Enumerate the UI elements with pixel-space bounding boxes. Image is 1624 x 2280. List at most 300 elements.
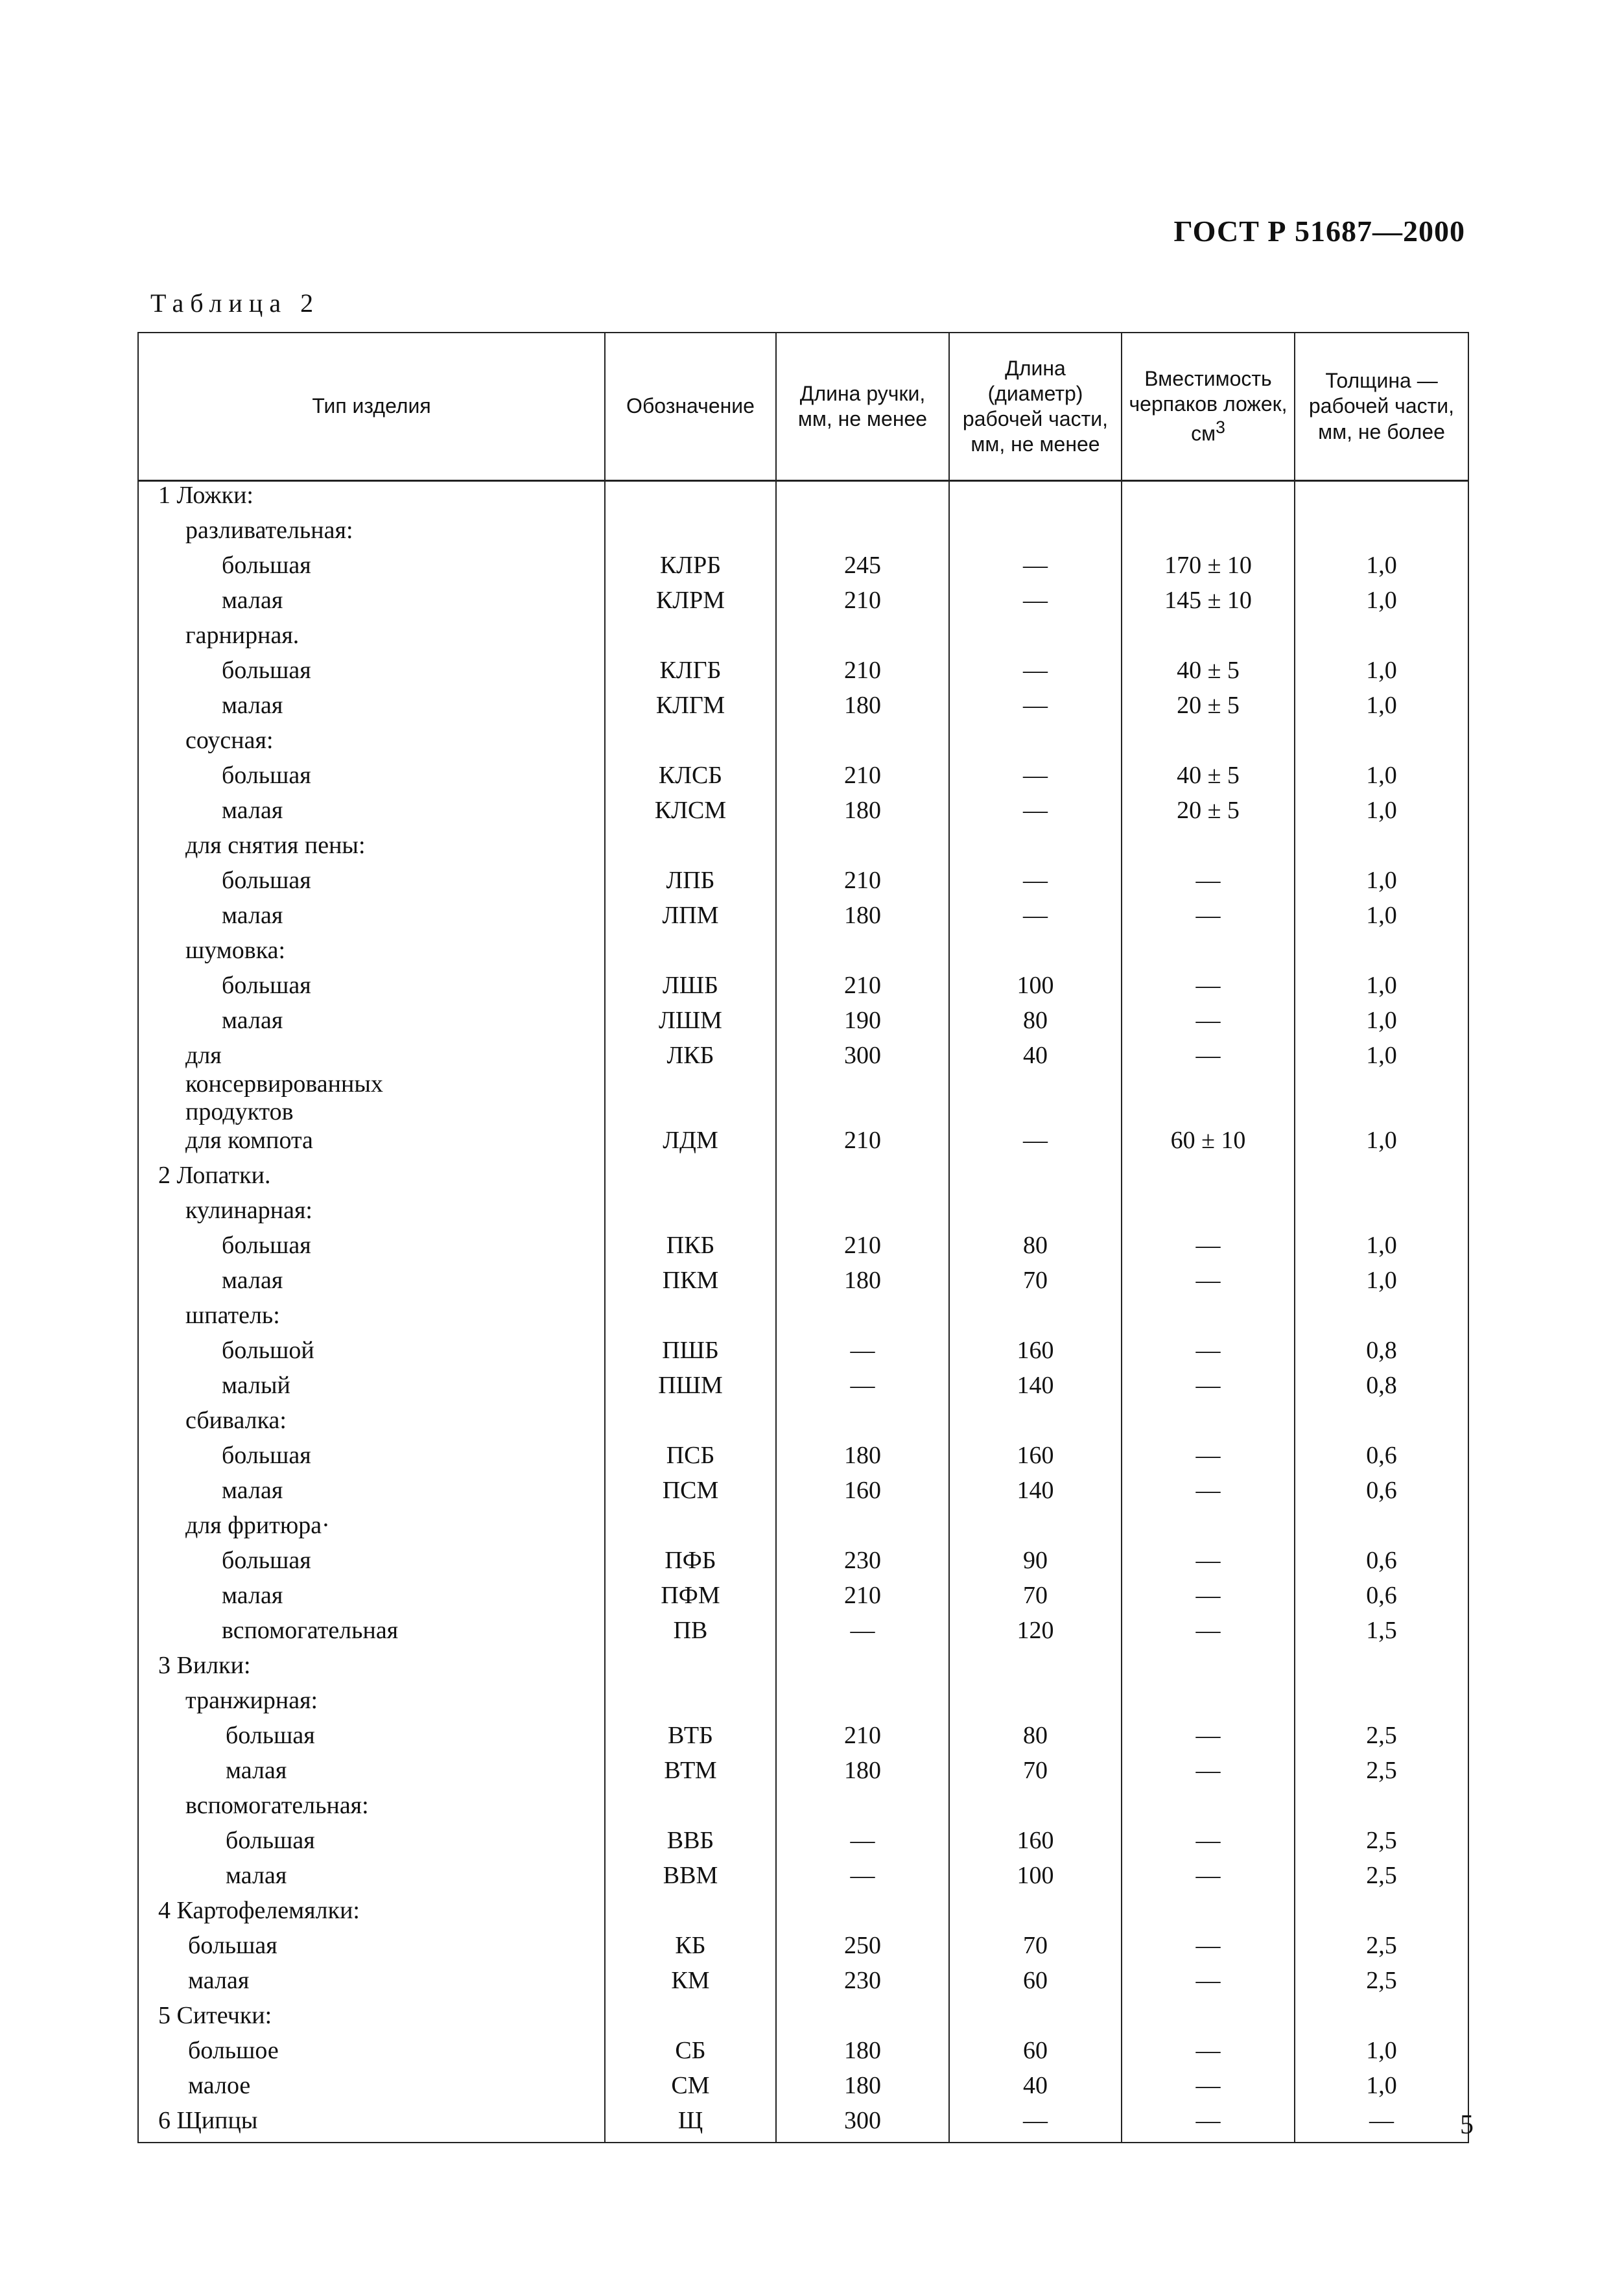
cell-type: шпатель: [138, 1302, 605, 1337]
cell-thickness [1295, 1512, 1468, 1547]
cell-type: 4 Картофелемялки: [138, 1897, 605, 1932]
table-row [138, 1582, 1468, 1617]
cell-handle-length: 210 [776, 1722, 949, 1757]
table-row [138, 1967, 1468, 2002]
cell-capacity [1122, 1407, 1295, 1442]
cell-capacity [1122, 1652, 1295, 1687]
cell-capacity: — [1122, 1547, 1295, 1582]
table-row [138, 1547, 1468, 1582]
cell-type: шумовка: [138, 937, 605, 972]
cell-type: малая [138, 587, 605, 622]
cell-handle-length: 180 [776, 692, 949, 727]
cell-thickness: 2,5 [1295, 1722, 1468, 1757]
cell-thickness: 1,0 [1295, 657, 1468, 692]
cell-work-length: 80 [949, 1722, 1122, 1757]
table-row [138, 902, 1468, 937]
table-row [138, 1652, 1468, 1687]
cell-thickness: 0,6 [1295, 1477, 1468, 1512]
cell-designation [605, 832, 776, 867]
cell-thickness: 2,5 [1295, 1757, 1468, 1792]
cell-work-length [949, 481, 1122, 517]
cell-work-length: — [949, 1127, 1122, 1162]
cell-type: большое [138, 2037, 605, 2072]
cell-thickness: 1,5 [1295, 1617, 1468, 1652]
cell-designation [605, 1512, 776, 1547]
cell-capacity: — [1122, 1007, 1295, 1042]
cell-handle-length [776, 1197, 949, 1232]
cell-capacity: — [1122, 1932, 1295, 1967]
cell-thickness: 2,5 [1295, 1967, 1468, 2002]
cell-designation [605, 1407, 776, 1442]
cell-type: кулинарная: [138, 1197, 605, 1232]
cell-handle-length [776, 937, 949, 972]
cell-designation [605, 727, 776, 762]
cell-thickness [1295, 1302, 1468, 1337]
table-row [138, 1897, 1468, 1932]
cell-handle-length: 210 [776, 762, 949, 797]
cell-designation [605, 622, 776, 657]
cell-type: 2 Лопатки. [138, 1162, 605, 1197]
cell-type: большая [138, 867, 605, 902]
cell-type: малая [138, 1757, 605, 1792]
cell-work-length: — [949, 762, 1122, 797]
cell-type: малое [138, 2072, 605, 2107]
table-row [138, 867, 1468, 902]
table-caption: Таблица 2 [150, 288, 320, 318]
cell-work-length: — [949, 867, 1122, 902]
table-row [138, 1617, 1468, 1652]
cell-work-length: — [949, 902, 1122, 937]
cell-designation: КЛСБ [605, 762, 776, 797]
cell-work-length: 140 [949, 1372, 1122, 1407]
cell-thickness: 0,6 [1295, 1582, 1468, 1617]
cell-handle-length [776, 1512, 949, 1547]
cell-work-length: — [949, 552, 1122, 587]
cell-type: малая [138, 1477, 605, 1512]
cell-type: большая [138, 1232, 605, 1267]
table-row [138, 1407, 1468, 1442]
cell-designation: ПКБ [605, 1232, 776, 1267]
cell-designation: ЛКБ [605, 1042, 776, 1127]
cell-thickness [1295, 481, 1468, 517]
cell-handle-length: 210 [776, 1232, 949, 1267]
cell-capacity [1122, 1897, 1295, 1932]
table-body [138, 481, 1468, 2143]
cell-handle-length [776, 832, 949, 867]
cell-capacity: 40 ± 5 [1122, 657, 1295, 692]
cell-designation: КЛРБ [605, 552, 776, 587]
cell-handle-length: 230 [776, 1547, 949, 1582]
table-row [138, 762, 1468, 797]
table-row [138, 2002, 1468, 2037]
cell-capacity [1122, 1302, 1295, 1337]
cell-capacity [1122, 1162, 1295, 1197]
cell-capacity: — [1122, 1477, 1295, 1512]
table-row [138, 727, 1468, 762]
cell-thickness [1295, 1897, 1468, 1932]
table-row [138, 1442, 1468, 1477]
cell-capacity: 170 ± 10 [1122, 552, 1295, 587]
cell-work-length [949, 1652, 1122, 1687]
cell-handle-length: 160 [776, 1477, 949, 1512]
cell-designation: ВТБ [605, 1722, 776, 1757]
cell-capacity [1122, 622, 1295, 657]
cell-designation [605, 1302, 776, 1337]
cell-capacity: — [1122, 2072, 1295, 2107]
cell-thickness: 1,0 [1295, 2072, 1468, 2107]
cell-designation [605, 1687, 776, 1722]
cell-type: 3 Вилки: [138, 1652, 605, 1687]
cell-thickness [1295, 1407, 1468, 1442]
cell-handle-length: 180 [776, 1757, 949, 1792]
capacity-unit-superscript: 3 [1216, 417, 1225, 438]
cell-type: малая [138, 1862, 605, 1897]
cell-type: малая [138, 1582, 605, 1617]
table-row [138, 1042, 1468, 1127]
cell-capacity [1122, 1687, 1295, 1722]
cell-thickness [1295, 517, 1468, 552]
cell-type: большая [138, 1827, 605, 1862]
col-header-work-length: Длина (диаметр) рабочей части, мм, не менее [949, 333, 1122, 481]
cell-handle-length: 230 [776, 1967, 949, 2002]
cell-thickness: 1,0 [1295, 1232, 1468, 1267]
cell-designation [605, 937, 776, 972]
cell-type: 5 Ситечки: [138, 2002, 605, 2037]
table-row [138, 1232, 1468, 1267]
cell-handle-length: 250 [776, 1932, 949, 1967]
cell-handle-length [776, 1792, 949, 1827]
cell-work-length [949, 1512, 1122, 1547]
cell-work-length: — [949, 797, 1122, 832]
cell-work-length [949, 2002, 1122, 2037]
table-row [138, 1162, 1468, 1197]
table-row [138, 1337, 1468, 1372]
cell-type: большая [138, 762, 605, 797]
cell-designation [605, 2002, 776, 2037]
cell-designation: КЛГМ [605, 692, 776, 727]
cell-thickness [1295, 2002, 1468, 2037]
cell-handle-length [776, 1162, 949, 1197]
cell-handle-length [776, 2002, 949, 2037]
cell-capacity [1122, 1512, 1295, 1547]
cell-thickness [1295, 622, 1468, 657]
table-header-row [138, 333, 1468, 481]
cell-type: малая [138, 902, 605, 937]
cell-capacity: — [1122, 902, 1295, 937]
cell-capacity: — [1122, 1337, 1295, 1372]
table-row [138, 481, 1468, 517]
cell-thickness [1295, 1652, 1468, 1687]
cell-work-length [949, 727, 1122, 762]
cell-designation: КЛГБ [605, 657, 776, 692]
table-row [138, 1722, 1468, 1757]
cell-thickness: 1,0 [1295, 797, 1468, 832]
cell-work-length: 80 [949, 1232, 1122, 1267]
cell-handle-length: 180 [776, 2072, 949, 2107]
cell-work-length: — [949, 587, 1122, 622]
cell-capacity: 145 ± 10 [1122, 587, 1295, 622]
cell-work-length: — [949, 657, 1122, 692]
cell-work-length: 70 [949, 1582, 1122, 1617]
cell-designation [605, 1197, 776, 1232]
cell-type: малая [138, 1267, 605, 1302]
cell-designation: ПШМ [605, 1372, 776, 1407]
cell-work-length: 140 [949, 1477, 1122, 1512]
table-row [138, 972, 1468, 1007]
cell-capacity: — [1122, 2107, 1295, 2143]
cell-thickness [1295, 832, 1468, 867]
cell-type: для снятия пены: [138, 832, 605, 867]
cell-thickness: 1,0 [1295, 902, 1468, 937]
cell-designation [605, 517, 776, 552]
cell-capacity: — [1122, 1372, 1295, 1407]
cell-designation [605, 1652, 776, 1687]
table-row [138, 937, 1468, 972]
cell-type: малая [138, 797, 605, 832]
cell-thickness [1295, 727, 1468, 762]
table-row [138, 1197, 1468, 1232]
cell-type: большая [138, 972, 605, 1007]
cell-capacity: — [1122, 1232, 1295, 1267]
cell-work-length: 70 [949, 1757, 1122, 1792]
cell-capacity: — [1122, 1617, 1295, 1652]
cell-handle-length: 245 [776, 552, 949, 587]
cell-designation [605, 1162, 776, 1197]
cell-designation [605, 481, 776, 517]
cell-designation [605, 1897, 776, 1932]
cell-type: соусная: [138, 727, 605, 762]
cell-type: для компота [138, 1127, 605, 1162]
cell-handle-length [776, 622, 949, 657]
cell-capacity: 20 ± 5 [1122, 797, 1295, 832]
cell-designation: ПСМ [605, 1477, 776, 1512]
cell-work-length [949, 1162, 1122, 1197]
cell-type: малая [138, 1007, 605, 1042]
table-row [138, 1302, 1468, 1337]
table-row [138, 832, 1468, 867]
cell-thickness [1295, 1197, 1468, 1232]
col-header-capacity [1122, 333, 1295, 481]
table-row [138, 552, 1468, 587]
cell-work-length: 40 [949, 2072, 1122, 2107]
cell-work-length: 70 [949, 1932, 1122, 1967]
table-row [138, 2107, 1468, 2143]
table-row [138, 692, 1468, 727]
cell-thickness [1295, 937, 1468, 972]
cell-designation: ПФМ [605, 1582, 776, 1617]
table-row [138, 1932, 1468, 1967]
cell-designation: ПВ [605, 1617, 776, 1652]
cell-work-length [949, 832, 1122, 867]
cell-work-length: 160 [949, 1337, 1122, 1372]
cell-thickness: 1,0 [1295, 692, 1468, 727]
cell-work-length: 60 [949, 2037, 1122, 2072]
cell-capacity [1122, 2002, 1295, 2037]
cell-capacity [1122, 517, 1295, 552]
cell-work-length: 160 [949, 1442, 1122, 1477]
cell-type: 1 Ложки: [138, 481, 605, 517]
cell-handle-length: — [776, 1337, 949, 1372]
cell-handle-length [776, 1407, 949, 1442]
cell-type: 6 Щипцы [138, 2107, 605, 2143]
cell-work-length [949, 1302, 1122, 1337]
cell-type: большая [138, 552, 605, 587]
cell-designation: СМ [605, 2072, 776, 2107]
table-row [138, 2037, 1468, 2072]
cell-capacity: — [1122, 972, 1295, 1007]
cell-type: сбивалка: [138, 1407, 605, 1442]
cell-handle-length: 210 [776, 587, 949, 622]
cell-designation: ЛДМ [605, 1127, 776, 1162]
cell-work-length [949, 1792, 1122, 1827]
cell-thickness: 1,0 [1295, 867, 1468, 902]
cell-type: транжирная: [138, 1687, 605, 1722]
cell-handle-length: 180 [776, 797, 949, 832]
table-row [138, 1127, 1468, 1162]
cell-handle-length: — [776, 1862, 949, 1897]
cell-type: большая [138, 657, 605, 692]
table-row [138, 797, 1468, 832]
table-row [138, 1792, 1468, 1827]
cell-capacity: 40 ± 5 [1122, 762, 1295, 797]
cell-handle-length: 180 [776, 902, 949, 937]
cell-work-length: — [949, 2107, 1122, 2143]
cell-designation: ВВБ [605, 1827, 776, 1862]
cell-handle-length [776, 727, 949, 762]
cell-capacity: — [1122, 1862, 1295, 1897]
cell-handle-length: 180 [776, 1442, 949, 1477]
cell-work-length [949, 1197, 1122, 1232]
table-row [138, 1372, 1468, 1407]
cell-handle-length: 300 [776, 2107, 949, 2143]
cell-capacity: — [1122, 1967, 1295, 2002]
cell-designation: ВТМ [605, 1757, 776, 1792]
cell-handle-length [776, 517, 949, 552]
cell-thickness: 2,5 [1295, 1862, 1468, 1897]
col-header-designation: Обозначение [605, 333, 776, 481]
cell-handle-length [776, 1897, 949, 1932]
cell-type: большая [138, 1932, 605, 1967]
cell-type: для фритюра· [138, 1512, 605, 1547]
cell-thickness: 2,5 [1295, 1827, 1468, 1862]
cell-work-length: 100 [949, 1862, 1122, 1897]
cell-thickness: 1,0 [1295, 762, 1468, 797]
cell-work-length [949, 937, 1122, 972]
cell-designation: Щ [605, 2107, 776, 2143]
table-row [138, 1827, 1468, 1862]
cell-designation: КМ [605, 1967, 776, 2002]
cell-work-length: 160 [949, 1827, 1122, 1862]
table-row [138, 2072, 1468, 2107]
cell-designation: КЛРМ [605, 587, 776, 622]
table-row [138, 1267, 1468, 1302]
cell-capacity [1122, 1197, 1295, 1232]
cell-capacity: 60 ± 10 [1122, 1127, 1295, 1162]
cell-handle-length: — [776, 1617, 949, 1652]
cell-thickness: 1,0 [1295, 587, 1468, 622]
cell-capacity: — [1122, 1757, 1295, 1792]
cell-work-length [949, 1687, 1122, 1722]
cell-designation: ВВМ [605, 1862, 776, 1897]
table-row [138, 1477, 1468, 1512]
table-row [138, 517, 1468, 552]
cell-work-length: 60 [949, 1967, 1122, 2002]
cell-thickness [1295, 1162, 1468, 1197]
cell-designation: ПКМ [605, 1267, 776, 1302]
cell-type: разливательная: [138, 517, 605, 552]
col-header-type: Тип изделия [138, 333, 605, 481]
col-header-handle-length: Длина ручки, мм, не менее [776, 333, 949, 481]
cell-handle-length: 210 [776, 972, 949, 1007]
cell-capacity [1122, 727, 1295, 762]
cell-work-length: — [949, 692, 1122, 727]
cell-work-length [949, 622, 1122, 657]
cell-capacity: — [1122, 1267, 1295, 1302]
cell-work-length [949, 1897, 1122, 1932]
cell-thickness [1295, 1792, 1468, 1827]
cell-thickness: 1,0 [1295, 972, 1468, 1007]
cell-thickness: 1,0 [1295, 2037, 1468, 2072]
table-row [138, 1862, 1468, 1897]
cell-handle-length: 210 [776, 867, 949, 902]
cell-type: для консервированных продуктов [138, 1042, 605, 1127]
cell-work-length: 40 [949, 1042, 1122, 1127]
cell-handle-length [776, 1302, 949, 1337]
cell-handle-length: 180 [776, 2037, 949, 2072]
cell-thickness: 1,0 [1295, 1267, 1468, 1302]
cell-thickness: 2,5 [1295, 1932, 1468, 1967]
cell-designation: ЛШБ [605, 972, 776, 1007]
cell-capacity: — [1122, 1827, 1295, 1862]
table-row [138, 657, 1468, 692]
cell-work-length [949, 517, 1122, 552]
cell-designation: ЛПМ [605, 902, 776, 937]
cell-thickness: — [1295, 2107, 1468, 2143]
table-row [138, 1512, 1468, 1547]
cell-thickness: 1,0 [1295, 1042, 1468, 1127]
page-number: 5 [1460, 2110, 1474, 2140]
cell-thickness: 0,6 [1295, 1442, 1468, 1477]
cell-work-length: 120 [949, 1617, 1122, 1652]
cell-designation: ПФБ [605, 1547, 776, 1582]
cell-handle-length: 180 [776, 1267, 949, 1302]
cell-type: малая [138, 1967, 605, 2002]
table-row [138, 587, 1468, 622]
cell-type: малая [138, 692, 605, 727]
cell-thickness: 1,0 [1295, 1127, 1468, 1162]
cell-work-length: 100 [949, 972, 1122, 1007]
cell-designation [605, 1792, 776, 1827]
cell-designation: КЛСМ [605, 797, 776, 832]
table-row [138, 1757, 1468, 1792]
cell-type: вспомогательная: [138, 1792, 605, 1827]
cell-thickness: 1,0 [1295, 552, 1468, 587]
cell-thickness: 0,6 [1295, 1547, 1468, 1582]
cell-thickness: 0,8 [1295, 1372, 1468, 1407]
table-row [138, 622, 1468, 657]
cell-type: малый [138, 1372, 605, 1407]
cell-capacity [1122, 1792, 1295, 1827]
cell-designation: ЛПБ [605, 867, 776, 902]
cell-handle-length: 210 [776, 1582, 949, 1617]
cell-handle-length [776, 481, 949, 517]
cell-capacity: — [1122, 1722, 1295, 1757]
cell-designation: ПШБ [605, 1337, 776, 1372]
cell-capacity [1122, 481, 1295, 517]
cell-handle-length: 210 [776, 657, 949, 692]
cell-type: большой [138, 1337, 605, 1372]
cell-handle-length: — [776, 1827, 949, 1862]
